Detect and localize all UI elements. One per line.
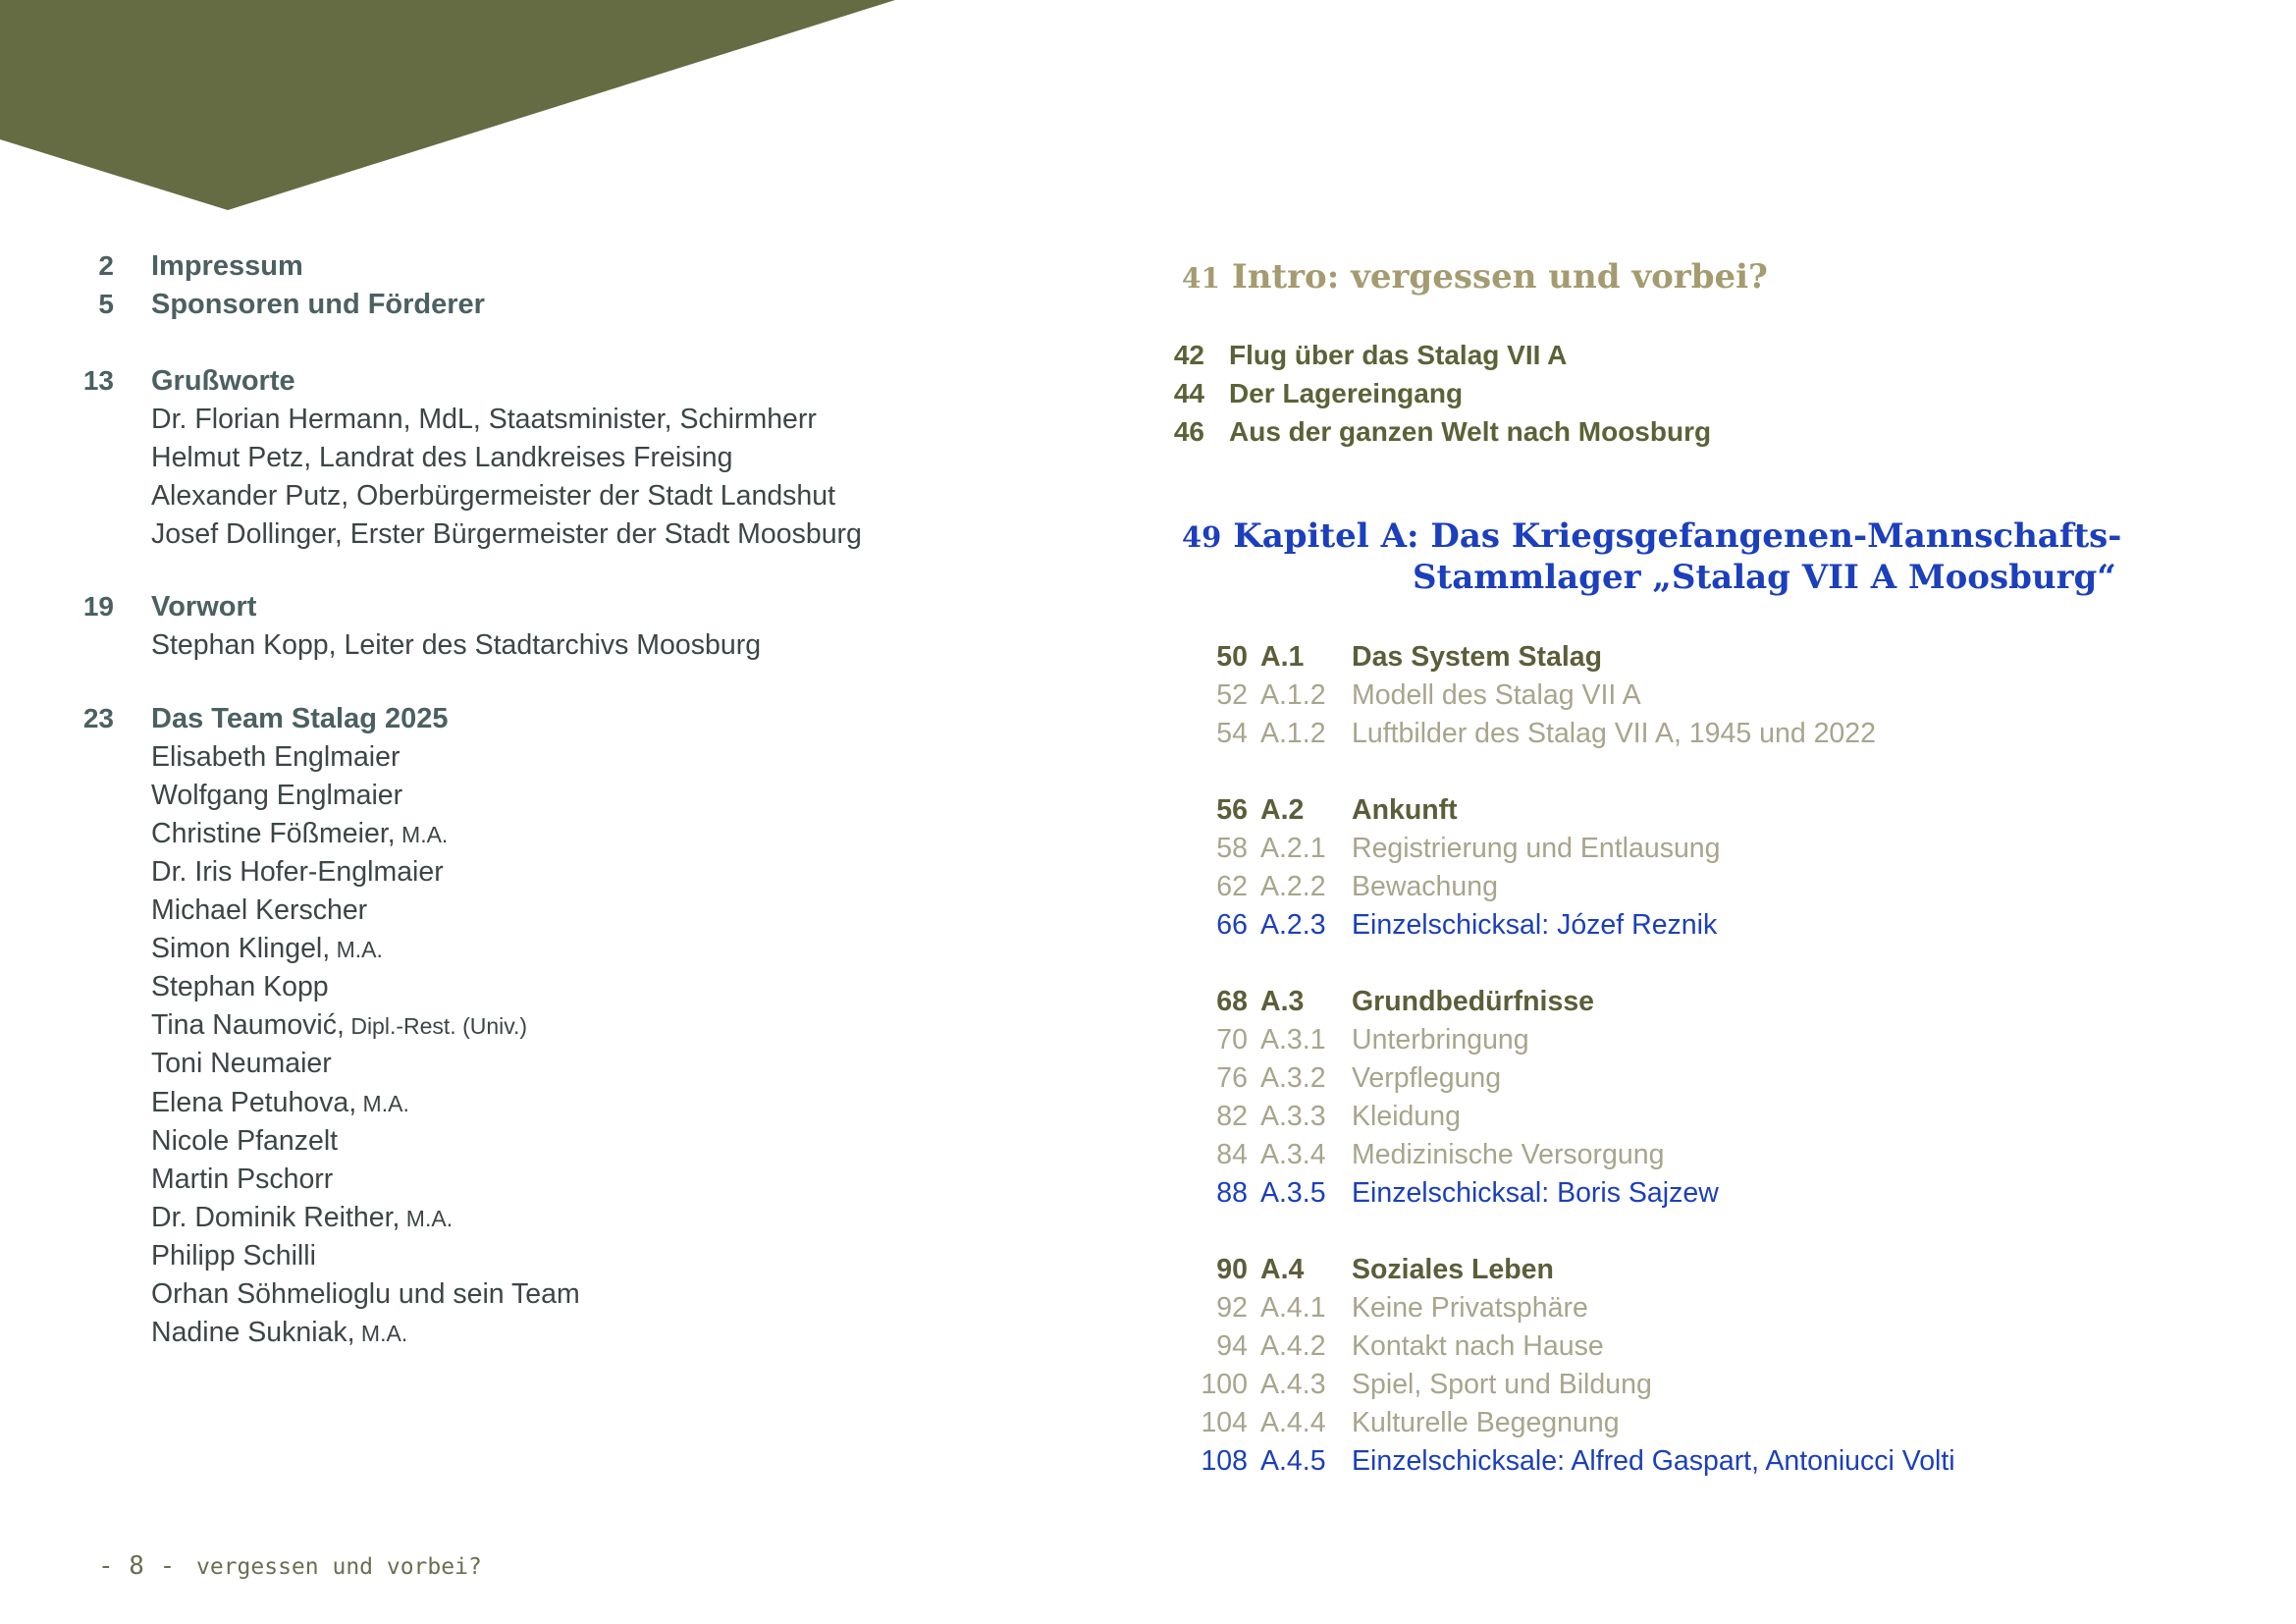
team-member-name: [151, 1317, 407, 1349]
chapter-title-line2: Stammlager „Stalag VII A Moosburg“: [1413, 558, 2116, 597]
section-title: Soziales Leben: [1352, 1254, 1554, 1285]
toc-heading: Das Team Stalag 2025: [151, 703, 449, 734]
team-member-text: Philipp Schilli: [151, 1239, 316, 1272]
section-code: A.2.3: [1260, 909, 1326, 941]
team-member-name: [151, 1164, 333, 1196]
section-title: Registrierung und Entlausung: [1352, 833, 1721, 864]
toc-entry-text: Josef Dollinger, Erster Bürgermeister der Stadt Moosburg: [151, 518, 862, 550]
team-member: [55, 1087, 1037, 1125]
toc-page-number: 52: [1216, 679, 1248, 711]
team-member-title: M.A.: [400, 1205, 454, 1231]
section-title: Einzelschicksal: Józef Reznik: [1352, 909, 1718, 941]
section-title: Einzelschicksal: Boris Sajzew: [1352, 1177, 1719, 1209]
section-code: A.4: [1260, 1254, 1305, 1285]
team-member-text: Tina Naumović,: [151, 1009, 345, 1042]
team-member-name: [151, 894, 367, 927]
section-subentry[interactable]: [1154, 1292, 2136, 1330]
section-code: A.1.2: [1260, 718, 1326, 749]
toc-entry-title: Der Lagereingang: [1229, 378, 1464, 408]
toc-entry-text: Alexander Putz, Oberbürgermeister der Stadt Landshut: [151, 480, 836, 512]
section-highlight-entry[interactable]: [1154, 1177, 2136, 1216]
section-subentry[interactable]: [1154, 1369, 2136, 1407]
toc-subentry[interactable]: [55, 629, 1037, 668]
toc-subentry[interactable]: [55, 442, 1037, 480]
toc-heading: Vorwort: [151, 591, 257, 623]
section-heading[interactable]: [1154, 986, 2136, 1024]
toc-item-team[interactable]: [55, 703, 1037, 741]
team-member-text: Orhan Söhmelioglu und sein Team: [151, 1277, 580, 1310]
section-title: Kleidung: [1352, 1101, 1461, 1132]
toc-entry-title: Aus der ganzen Welt nach Moosburg: [1229, 416, 1712, 447]
section-code: A.4.3: [1260, 1369, 1326, 1400]
team-member: [55, 1317, 1037, 1355]
toc-subentry[interactable]: [55, 518, 1037, 557]
section-title: Keine Privatsphäre: [1352, 1292, 1588, 1324]
section-title: Einzelschicksale: Alfred Gaspart, Antoniucci Volti: [1352, 1445, 1955, 1477]
team-member: [55, 1048, 1037, 1086]
toc-entry-text: Helmut Petz, Landrat des Landkreises Freising: [151, 442, 733, 473]
toc-page-number: 54: [1216, 718, 1248, 749]
team-member-text: Elisabeth Englmaier: [151, 741, 400, 774]
toc-page-number: 42: [1173, 340, 1204, 370]
section-highlight-entry[interactable]: [1154, 909, 2136, 947]
team-member-text: Nadine Sukniak,: [151, 1316, 355, 1348]
team-member-text: Dr. Iris Hofer-Englmaier: [151, 856, 444, 889]
toc-page-number: 88: [1216, 1177, 1248, 1209]
section-title: Medizinische Versorgung: [1352, 1139, 1665, 1170]
toc-page-number: 56: [1216, 794, 1248, 826]
section-subentry[interactable]: [1154, 1101, 2136, 1139]
toc-page-number: 90: [1216, 1254, 1248, 1285]
team-member: [55, 971, 1037, 1009]
team-member: [55, 818, 1037, 856]
section-code: A.3: [1260, 986, 1305, 1017]
team-member-text: Nicole Pfanzelt: [151, 1124, 339, 1157]
toc-entry-text: Stephan Kopp, Leiter des Stadtarchivs Moosburg: [151, 629, 762, 661]
team-member-name: [151, 818, 448, 850]
section-highlight-entry[interactable]: [1154, 1445, 2136, 1484]
team-member-text: Elena Petuhova,: [151, 1086, 357, 1118]
team-member-text: Martin Pschorr: [151, 1163, 334, 1195]
toc-heading: Grußworte: [151, 365, 295, 397]
toc-page-number: 62: [1216, 871, 1248, 902]
team-member-title: M.A.: [354, 1320, 408, 1346]
toc-item-grussworte[interactable]: [55, 365, 1037, 404]
toc-subentry[interactable]: [55, 404, 1037, 442]
toc-page-number: 19: [82, 591, 114, 622]
toc-page-number: 70: [1216, 1024, 1248, 1056]
team-member-text: Dr. Dominik Reither,: [151, 1201, 400, 1233]
team-member-name: [151, 1240, 316, 1272]
team-member-name: [151, 1202, 453, 1234]
toc-subentry[interactable]: [55, 480, 1037, 518]
team-member: [55, 1202, 1037, 1240]
toc-page-number: 100: [1201, 1369, 1248, 1400]
section-heading[interactable]: [1154, 794, 2136, 833]
team-member-name: [151, 933, 383, 965]
toc-page-number: 50: [1216, 641, 1248, 673]
section-subentry[interactable]: [1154, 1139, 2136, 1177]
team-member-name: [151, 780, 402, 812]
team-member: [55, 1278, 1037, 1317]
banner-shape: [0, 0, 895, 210]
section-title: Modell des Stalag VII A: [1352, 679, 1641, 711]
team-member: [55, 933, 1037, 971]
team-member-name: [151, 971, 329, 1003]
section-subentry[interactable]: [1154, 1330, 2136, 1369]
chapter-heading: [1182, 515, 2122, 597]
toc-entry-text: Dr. Florian Hermann, MdL, Staatsminister, Schirmherr: [151, 404, 817, 435]
toc-page-number: 23: [82, 703, 114, 733]
section-subentry[interactable]: [1154, 679, 2136, 718]
toc-page-number: 5: [98, 289, 114, 319]
section-title: Verpflegung: [1352, 1062, 1502, 1094]
section-code: A.4.5: [1260, 1445, 1326, 1477]
section-subentry[interactable]: [1154, 871, 2136, 909]
section-title: Bewachung: [1352, 871, 1498, 902]
toc-item[interactable]: [55, 289, 1037, 327]
section-title: Spiel, Sport und Bildung: [1352, 1369, 1652, 1400]
toc-page-number: 13: [82, 365, 114, 396]
section-title: Kulturelle Begegnung: [1352, 1407, 1620, 1438]
section-code: A.1.2: [1260, 679, 1326, 711]
toc-heading: Sponsoren und Förderer: [151, 289, 485, 320]
toc-page-number: 82: [1216, 1101, 1248, 1132]
team-member-name: [151, 1125, 338, 1158]
team-member-title: M.A.: [330, 937, 383, 963]
team-member-text: Michael Kerscher: [151, 894, 368, 927]
section-title: Ankunft: [1352, 794, 1458, 826]
intro-heading: [1182, 257, 1768, 297]
toc-item[interactable]: [55, 250, 1037, 289]
section-code: A.1: [1260, 641, 1305, 673]
team-member-text: Christine Fößmeier,: [151, 818, 396, 850]
toc-page-number: 84: [1216, 1139, 1248, 1170]
section-code: A.3.2: [1260, 1062, 1326, 1094]
section-title: Luftbilder des Stalag VII A, 1945 und 2022: [1352, 718, 1876, 749]
team-member-name: [151, 741, 400, 774]
intro-page-number: 41: [1182, 262, 1220, 295]
team-member-title: M.A.: [395, 822, 449, 848]
toc-entry-title: Flug über das Stalag VII A: [1229, 340, 1568, 370]
toc-heading: Impressum: [151, 250, 303, 282]
toc-page-number: 44: [1173, 378, 1204, 408]
team-member-name: [151, 1048, 332, 1080]
toc-page-number: 92: [1216, 1292, 1248, 1324]
section-code: A.3.5: [1260, 1177, 1326, 1209]
section-code: A.2.1: [1260, 833, 1326, 864]
team-member-text: Stephan Kopp: [151, 971, 329, 1003]
chapter-title-line1: Kapitel A: Das Kriegsgefangenen-Mannschafts-: [1233, 516, 2122, 556]
toc-item-vorwort[interactable]: [55, 591, 1037, 629]
section-code: A.4.4: [1260, 1407, 1326, 1438]
team-member-name: [151, 1278, 580, 1311]
team-member-text: Toni Neumaier: [151, 1048, 332, 1080]
page-number: - 8 -: [98, 1551, 176, 1581]
toc-page-number: 58: [1216, 833, 1248, 864]
section-heading[interactable]: [1154, 1254, 2136, 1292]
header-banner: [0, 0, 903, 216]
section-code: A.2.2: [1260, 871, 1326, 902]
team-member: [55, 1009, 1037, 1048]
section-subentry[interactable]: [1154, 1024, 2136, 1062]
section-code: A.3.1: [1260, 1024, 1326, 1056]
section-subentry[interactable]: [1154, 1407, 2136, 1445]
toc-page-number: 94: [1216, 1330, 1248, 1362]
section-subentry[interactable]: [1154, 1062, 2136, 1101]
running-title: vergessen und vorbei?: [196, 1554, 482, 1580]
section-code: A.3.3: [1260, 1101, 1326, 1132]
section-heading[interactable]: [1154, 641, 2136, 679]
section-title: Das System Stalag: [1352, 641, 1603, 673]
section-title: Grundbedürfnisse: [1352, 986, 1595, 1017]
team-member-name: [151, 1009, 527, 1042]
toc-page-number: 2: [98, 250, 114, 281]
team-member-text: Simon Klingel,: [151, 933, 331, 965]
section-code: A.2: [1260, 794, 1305, 826]
team-member-title: M.A.: [356, 1090, 409, 1116]
toc-page-number: 104: [1201, 1407, 1248, 1438]
team-member: [55, 1125, 1037, 1164]
team-member: [55, 780, 1037, 818]
team-member: [55, 1164, 1037, 1202]
team-member: [55, 741, 1037, 780]
toc-page-number: 46: [1173, 416, 1204, 447]
section-code: A.3.4: [1260, 1139, 1326, 1170]
intro-title: Intro: vergessen und vorbei?: [1231, 257, 1768, 297]
section-subentry[interactable]: [1154, 833, 2136, 871]
team-member: [55, 1240, 1037, 1278]
toc-page-number: 66: [1216, 909, 1248, 941]
toc-page-number: 76: [1216, 1062, 1248, 1094]
team-member-title: Dipl.-Rest. (Univ.): [344, 1013, 528, 1040]
chapter-page-number: 49: [1182, 520, 1222, 554]
team-member-text: Wolfgang Englmaier: [151, 780, 403, 812]
team-member: [55, 894, 1037, 933]
section-code: A.4.2: [1260, 1330, 1326, 1362]
section-title: Unterbringung: [1352, 1024, 1529, 1056]
section-subentry[interactable]: [1154, 718, 2136, 756]
team-member-name: [151, 856, 444, 889]
toc-page-number: 68: [1216, 986, 1248, 1017]
team-member-name: [151, 1087, 409, 1119]
toc-page-number: 108: [1201, 1445, 1248, 1477]
team-member: [55, 856, 1037, 894]
section-title: Kontakt nach Hause: [1352, 1330, 1604, 1362]
section-code: A.4.1: [1260, 1292, 1326, 1324]
